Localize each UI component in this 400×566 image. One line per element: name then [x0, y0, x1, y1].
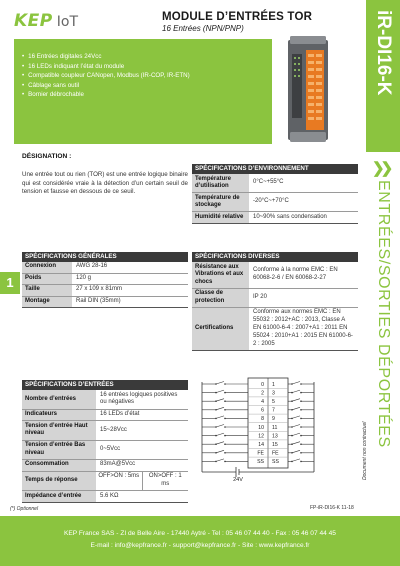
feature-item: • Bornier débrochable	[22, 90, 190, 100]
terminal-label: 4	[261, 399, 264, 405]
page-number: 1	[0, 272, 20, 294]
terminal-label: 1	[272, 381, 275, 388]
switch-pin	[215, 443, 217, 445]
terminal-label: FE	[257, 450, 264, 457]
terminal-label: 12	[258, 433, 264, 440]
footer-contacts: E-mail : info@kepfrance.fr - support@kepfrance.fr - Site : www.kepfrance.fr	[90, 542, 310, 549]
spec-value: 10~90% sans condensation	[249, 212, 358, 223]
switch-pin	[215, 426, 217, 428]
table-title: SPÉCIFICATIONS GÉNÉRALES	[22, 252, 188, 262]
input-specs-table	[22, 380, 188, 503]
spec-value: 0~5Vcc	[96, 441, 188, 459]
switch-pin	[215, 400, 217, 402]
terminal-label: SS	[272, 459, 279, 466]
table-row	[192, 174, 358, 193]
feature-item: • 16 Entrées digitales 24Vcc	[22, 52, 190, 62]
general-specs-table	[22, 252, 188, 308]
module-picture	[286, 34, 330, 144]
table-row	[22, 274, 188, 286]
spec-value: 27 x 109 x 81mm	[72, 285, 188, 296]
spec-value: 83mA@5Vcc	[96, 460, 188, 471]
spec-key: Température de stockage	[192, 193, 249, 211]
page-subtitle: 16 Entrées (NPN/PNP)	[162, 24, 244, 33]
table-row	[192, 289, 358, 308]
spec-key: Temps de réponse	[22, 472, 96, 491]
spec-key: Certifications	[192, 308, 249, 350]
terminal-label: 5	[272, 399, 275, 405]
terminal-label: 11	[272, 424, 278, 431]
disclaimer-note: Document non contractuel	[362, 421, 368, 480]
spec-key: Classe de protection	[192, 289, 249, 307]
table-row	[192, 262, 358, 289]
spec-key: Impédance d’entrée	[22, 491, 96, 502]
terminal-label: 6	[261, 407, 264, 414]
supply-label: 24V	[233, 477, 243, 482]
terminal-label: 0	[261, 381, 264, 388]
spec-value: 120 g	[72, 274, 188, 285]
wiring-diagram	[198, 376, 318, 482]
spec-key: Taille	[22, 285, 72, 296]
table-row	[22, 297, 188, 309]
spec-value: 15~28Vcc	[96, 421, 188, 439]
switch-pin	[215, 383, 217, 385]
spec-value: 16 LEDs d’état	[96, 410, 188, 421]
table-title: SPÉCIFICATIONS D’ENVIRONNEMENT	[192, 164, 358, 174]
brand-name: KEP	[14, 11, 53, 31]
designation-title: DÉSIGNATION :	[22, 153, 72, 160]
table-row	[22, 472, 188, 492]
table-row	[22, 410, 188, 422]
table-title: SPÉCIFICATIONS DIVERSES	[192, 252, 358, 262]
table-row	[22, 285, 188, 297]
response-time-values	[96, 472, 188, 491]
table-row	[22, 421, 188, 440]
terminal-label: 8	[261, 416, 264, 423]
switch-pin	[215, 452, 217, 454]
spec-value: Conforme à la norme EMC : EN 60068-2-6 / EN 60068-2-27	[249, 262, 358, 288]
spec-key: Humidité relative	[192, 212, 249, 223]
switch-pin	[215, 461, 217, 463]
footer-address: KEP France SAS - ZI de Belle Aire - 17440 Aytré - Tel : 05 46 07 44 40 - Fax : 05 46 07 44 45	[64, 530, 336, 537]
spec-key: Tension d’entrée Bas niveau	[22, 441, 96, 459]
document-reference: FP-iR-DI16-K 11-18	[310, 505, 354, 511]
terminal-label: 15	[272, 442, 278, 448]
spec-key: Poids	[22, 274, 72, 285]
misc-specs-table	[192, 252, 358, 351]
spec-value: 16 entrées logiques positives ou négatives	[96, 390, 188, 409]
spec-value: Conforme aux normes EMC : EN 55032 : 2012+AC : 2013, Classe A EN 61000-6-4 : 2007+A1 : 2011 EN 55024 : 2010+A1 : 2015 EN 61000-6-2 : 2005	[249, 308, 358, 350]
terminal-label: 2	[261, 390, 264, 397]
spec-key: Résistance aux Vibrations et aux chocs	[192, 262, 249, 288]
brand-logo	[14, 10, 78, 30]
switch-pin	[215, 435, 217, 437]
feature-item: • Compatible coupleur CANopen, Modbus (IR-COP, IR-ETN)	[22, 71, 190, 81]
terminal-label: 10	[258, 424, 264, 431]
spec-value: 0°C~+55°C	[249, 174, 358, 192]
response-off-on: OFF>ON : 5ms	[96, 472, 143, 491]
features-list	[22, 52, 190, 100]
spec-key: Température d’utilisation	[192, 174, 249, 192]
spec-value: AWG 28-16	[72, 262, 188, 273]
table-row	[22, 441, 188, 460]
table-title: SPÉCIFICATIONS D’ENTRÉES	[22, 380, 188, 390]
spec-key: Consommation	[22, 460, 96, 471]
table-row	[22, 390, 188, 410]
switch-pin	[215, 392, 217, 394]
spec-key: Tension d’entrée Haut niveau	[22, 421, 96, 439]
footer-band	[0, 516, 400, 566]
terminal-label: 14	[258, 442, 264, 448]
terminal-label: 3	[272, 390, 275, 397]
table-row	[22, 262, 188, 274]
table-row	[192, 212, 358, 224]
page-title: MODULE D’ENTRÉES TOR	[162, 11, 313, 23]
terminal-label: 9	[272, 416, 275, 423]
product-code: iR-DI16-K	[373, 10, 394, 96]
terminal-label: 7	[272, 407, 275, 414]
feature-item: • Câblage sans outil	[22, 81, 190, 91]
feature-item: • 16 LEDs indiquant l’état du module	[22, 62, 190, 72]
spec-value: Rail DIN (35mm)	[72, 297, 188, 308]
terminal-label: SS	[257, 459, 264, 466]
optional-note: (*) Optionnel	[10, 506, 39, 512]
spec-value: -20°C~+70°C	[249, 193, 358, 211]
chevron-down-icon: ❯❯	[372, 160, 390, 177]
spec-key: Connexion	[22, 262, 72, 273]
spec-value: 5.6 KΩ	[96, 491, 188, 502]
table-row	[22, 491, 188, 503]
spec-key: Indicateurs	[22, 410, 96, 421]
terminal-label: 13	[272, 433, 278, 440]
response-on-off: ON>OFF : 1 ms	[148, 473, 182, 487]
environment-specs-table	[192, 164, 358, 224]
designation-text: Une entrée tout ou rien (TOR) est une entrée logique binaire qui est considérée vraie à la détection d’un certain seuil de tension et fausse en dessous de ce seuil.	[22, 171, 188, 196]
table-row	[192, 308, 358, 351]
terminal-label: FE	[272, 450, 279, 457]
spec-key: Montage	[22, 297, 72, 308]
table-row	[192, 193, 358, 212]
spec-key: Nombre d’entrées	[22, 390, 96, 409]
spec-value: IP 20	[249, 289, 358, 307]
switch-pin	[215, 409, 217, 411]
table-row	[22, 460, 188, 472]
brand-suffix: IoT	[56, 14, 78, 30]
switch-pin	[215, 418, 217, 420]
product-category: ENTRÉES/SORTIES DÉPORTÉES	[375, 180, 392, 448]
